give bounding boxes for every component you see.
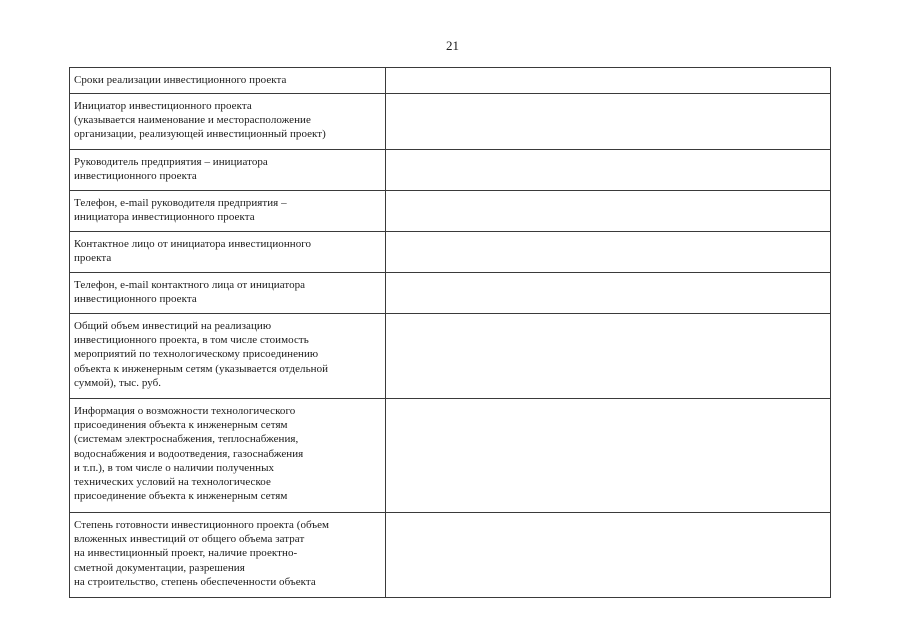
table-row (70, 94, 831, 150)
table-row (70, 273, 831, 314)
row-value-contact-person[interactable] (386, 232, 831, 273)
row-value-implementation-terms[interactable] (386, 68, 831, 94)
table-row (70, 399, 831, 513)
row-label-total-investment: Общий объем инвестиций на реализацию инвестиционного проекта, в том числе стоимость мероприятий по технологическому присоединению объекта к инженерным сетям (указывается отдельной суммой), тыс. руб. (70, 314, 386, 399)
table-row (70, 68, 831, 94)
row-value-head-contacts[interactable] (386, 191, 831, 232)
table-row (70, 513, 831, 598)
row-label-contact-person: Контактное лицо от инициатора инвестиционного проекта (70, 232, 386, 273)
row-value-grid-connection-info[interactable] (386, 399, 831, 513)
page-number: 21 (446, 38, 459, 53)
table-row (70, 314, 831, 399)
row-value-total-investment[interactable] (386, 314, 831, 399)
row-value-enterprise-head[interactable] (386, 150, 831, 191)
investment-project-form-table (69, 67, 831, 598)
table-row (70, 191, 831, 232)
row-label-head-contacts: Телефон, e-mail руководителя предприятия – инициатора инвестиционного проекта (70, 191, 386, 232)
table-row (70, 150, 831, 191)
row-label-enterprise-head: Руководитель предприятия – инициатора инвестиционного проекта (70, 150, 386, 191)
table-row (70, 232, 831, 273)
row-value-project-initiator[interactable] (386, 94, 831, 150)
row-label-project-initiator: Инициатор инвестиционного проекта (указывается наименование и месторасположение организации, реализующей инвестиционный проект) (70, 94, 386, 150)
row-label-contact-person-contacts: Телефон, e-mail контактного лица от инициатора инвестиционного проекта (70, 273, 386, 314)
row-label-implementation-terms: Сроки реализации инвестиционного проекта (70, 68, 386, 94)
row-label-project-readiness: Степень готовности инвестиционного проекта (объем вложенных инвестиций от общего объема затрат на инвестиционный проект, наличие проектно- сметной документации, разрешения на строительство, степень обеспеченности объекта (70, 513, 386, 598)
row-value-project-readiness[interactable] (386, 513, 831, 598)
row-label-grid-connection-info: Информация о возможности технологического присоединения объекта к инженерным сетям (системам электроснабжения, теплоснабжения, водоснабжения и водоотведения, газоснабжения и т.п.), в том числе о наличии полученных технических условий на технологическое присоединение объекта к инженерным сетям (70, 399, 386, 513)
row-value-contact-person-contacts[interactable] (386, 273, 831, 314)
